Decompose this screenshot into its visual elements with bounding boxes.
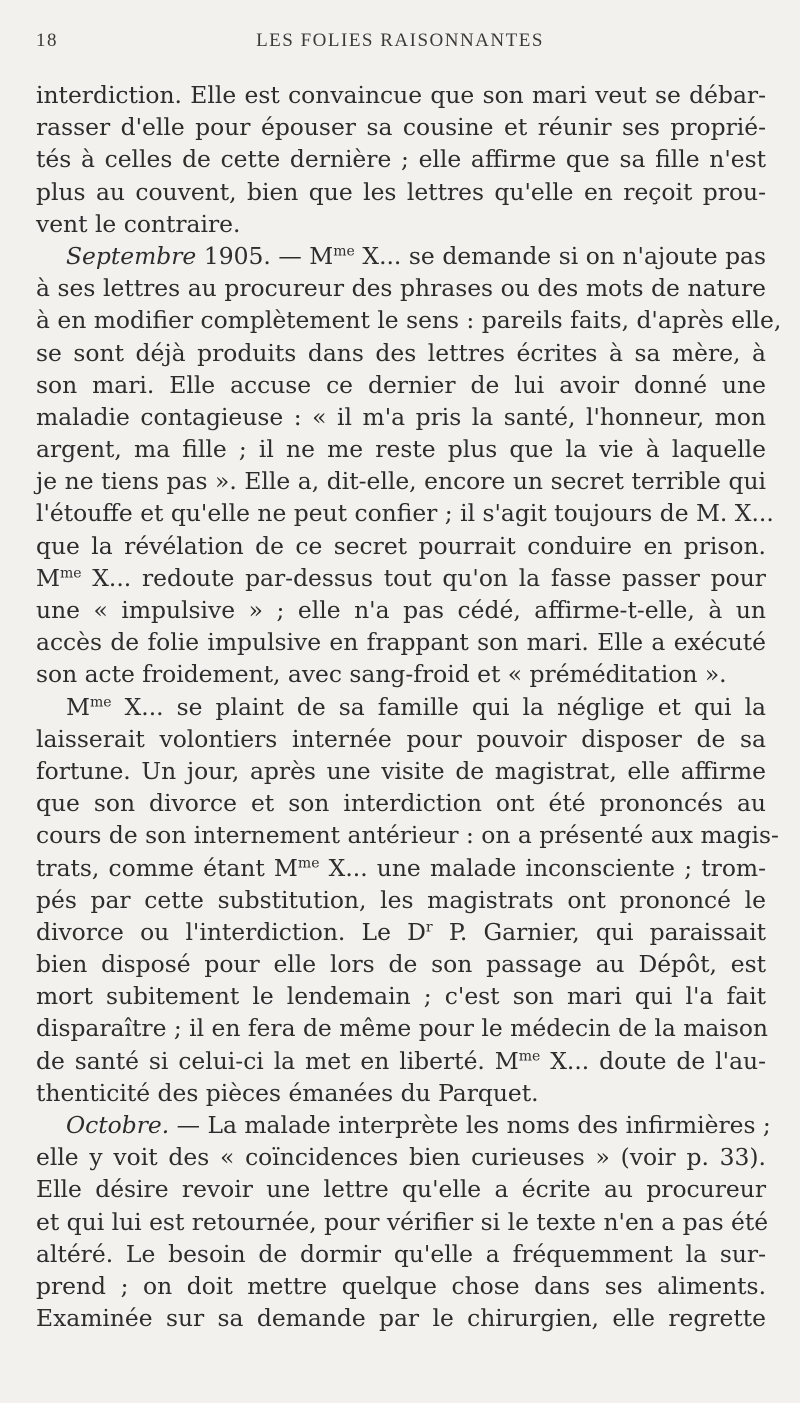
text-line: que la révélation de ce secret pourrait conduire en prison. [36,531,766,560]
text-line: fortune. Un jour, après une visite de magistrat, elle affirme [36,756,766,785]
text-line: accès de folie impulsive en frappant son mari. Elle a exécuté [36,628,766,657]
body-text [36,79,782,1334]
text-line: altéré. Le besoin de dormir qu'elle a fréquemment la sur- [36,1239,766,1268]
text-line: prend ; on doit mettre quelque chose dans ses aliments. [36,1271,766,1300]
italic-date: Octobre. [66,1111,170,1139]
text-line: $M^{me}$ X... redoute par-dessus tout qu'on la fasse passer pour [36,563,766,592]
running-title: LES FOLIES RAISONNANTES [256,30,544,51]
text-line: une « impulsive » ; elle n'a pas cédé, affirme-t-elle, à un [36,596,766,624]
text-line: son acte froidement, avec sang-froid et « préméditation ». [36,660,727,689]
text-line: Examinée sur sa demande par le chirurgien, elle regrette [36,1304,766,1333]
page-number: 18 [36,30,58,51]
text-line: maladie contagieuse : « il m'a pris la santé, l'honneur, mon [36,402,766,431]
text-line: laisserait volontiers internée pour pouvoir disposer de sa [36,724,766,753]
text-line: rasser d'elle pour épouser sa cousine et réunir ses proprié- [36,113,766,142]
text-line: de santé si celui-ci la met en liberté. $M^{me}$ X... doute de l'au- [36,1046,766,1075]
text-line: je ne tiens pas ». Elle a, dit-elle, encore un secret terrible qui [36,467,766,496]
text-line: son mari. Elle accuse ce dernier de lui avoir donné une [36,370,766,399]
text-line: argent, ma fille ; il ne me reste plus que la vie à laquelle [36,435,766,464]
text-line: cours de son internement antérieur : on a présenté aux magis- [36,821,779,850]
text-line: plus au couvent, bien que les lettres qu'elle en reçoit prou- [36,177,766,206]
text-line: elle y voit des « coïncidences bien curieuses » (voir p. 33). [36,1143,766,1172]
text-line: se sont déjà produits dans des lettres écrites à sa mère, à [36,338,766,367]
running-header [36,30,764,62]
text-line: interdiction. Elle est convaincue que son mari veut se débar- [36,81,766,109]
text-line: $M^{me}$ X... se plaint de sa famille qui la néglige et qui la [66,692,766,721]
text-line: l'étouffe et qu'elle ne peut confier ; il s'agit toujours de M. X... [36,499,774,528]
text-line: à ses lettres au procureur des phrases ou des mots de nature [36,274,766,303]
text-line: tés à celles de cette dernière ; elle affirme que sa fille n'est [36,145,766,174]
text-line: Octobre. — La malade interprète les noms des infirmières ; [66,1111,771,1139]
text-line: pés par cette substitution, les magistrats ont prononcé le [36,885,766,914]
text-line: disparaître ; il en fera de même pour le médecin de la maison [36,1014,768,1043]
italic-date: Septembre [66,241,197,270]
text-line: Elle désire revoir une lettre qu'elle a écrite au procureur [36,1175,766,1204]
text-line: vent le contraire. [36,209,241,238]
text-line: divorce ou l'interdiction. Le $D^r$ P. Garnier, qui paraissait [36,917,766,946]
text-line: que son divorce et son interdiction ont été prononcés au [36,789,766,818]
text-line: mort subitement le lendemain ; c'est son mari qui l'a fait [36,982,766,1011]
text-line: thenticité des pièces émanées du Parquet. [36,1078,539,1107]
text-line: Septembre 1905. — $M^{me}$ X... se demande si on n'ajoute pas [66,241,767,270]
text-line: et qui lui est retournée, pour vérifier si le texte n'en a pas été [36,1207,769,1236]
text-line: bien disposé pour elle lors de son passage au Dépôt, est [36,950,766,979]
text-line: à en modifier complètement le sens : pareils faits, d'après elle, [36,306,782,335]
text-line: trats, comme étant $M^{me}$ X... une malade inconsciente ; trom- [36,853,766,882]
